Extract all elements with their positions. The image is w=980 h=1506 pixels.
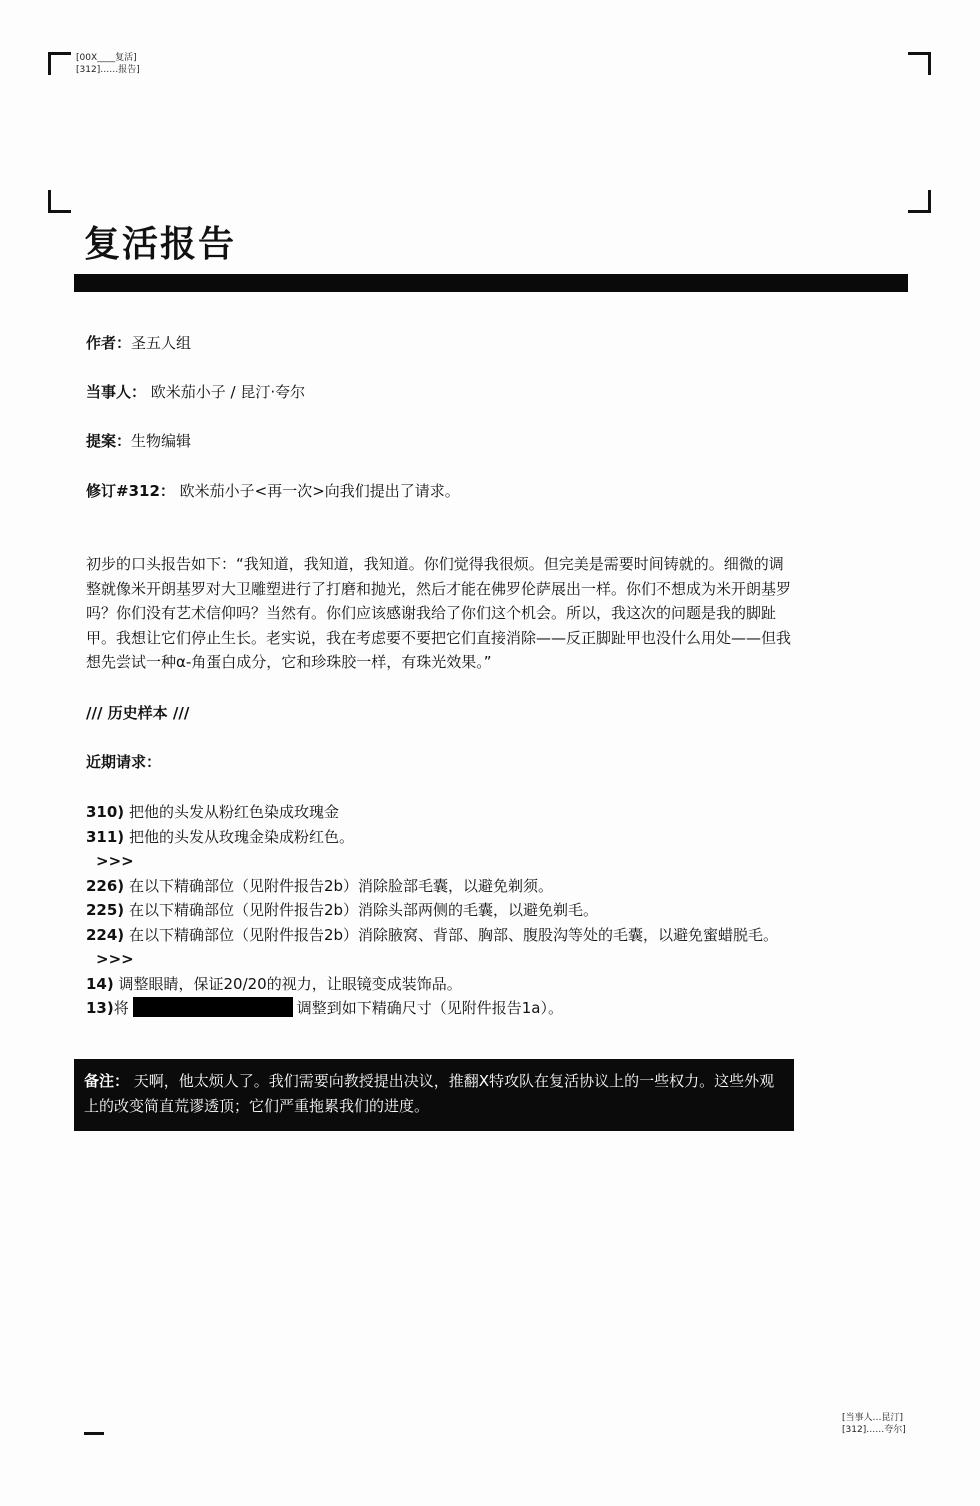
list-item [86,898,806,923]
note-label: 备注： [84,1072,130,1090]
request-text: 在以下精确部位（见附件报告2b）消除腋窝、背部、胸部、腹股沟等处的毛囊，以避免蜜蜡脱毛。 [124,925,779,944]
footer-tag-line1: [当事人…昆汀] [842,1413,904,1423]
footer-dash [84,1432,104,1435]
meta-subject [86,381,305,403]
list-separator: >>> [96,852,134,870]
note-box [74,1059,794,1131]
list-separator: >>> [96,950,134,968]
history-heading: /// 历史样本 /// [86,704,190,722]
list-item [86,825,806,850]
revision-value: 欧米茄小子<再一次>向我们提出了请求。 [174,482,460,500]
corner-mark-bottom-left [48,190,71,213]
footer-tag-line2: [312]……夸尔] [842,1425,906,1435]
request-number: 310) [86,803,125,821]
list-item [86,996,806,1021]
subject-value: 欧米茄小子 / 昆汀·夸尔 [146,383,306,401]
request-number: 14) [86,974,114,993]
corner-mark-top-left [48,52,71,75]
request-list [86,800,806,1021]
page-title: 复活报告 [84,224,237,265]
redaction-block [133,997,293,1017]
list-item [86,972,806,997]
proposal-label: 提案： [86,432,132,450]
recent-requests-heading: 近期请求： [86,753,162,771]
author-value: 圣五人组 [131,334,192,352]
request-text: 把他的头发从玫瑰金染成粉红色。 [124,827,354,846]
request-text: 调整眼睛，保证20/20的视力，让眼镜变成装饰品。 [113,974,462,993]
header-tag-line1: [00X____复活] [76,53,137,63]
list-item [86,800,806,825]
request-number: 225) [86,901,125,919]
subject-label: 当事人： [86,383,147,401]
request-number: 311) [86,827,125,846]
footer-tag [842,1412,906,1436]
request-text: 在以下精确部位（见附件报告2b）消除脸部毛囊，以避免剃须。 [124,876,554,895]
header-tag [76,52,140,76]
revision-label: 修订#312： [86,482,175,500]
request-text-pre: 将 [113,999,129,1017]
proposal-value: 生物编辑 [131,432,192,450]
corner-mark-bottom-right [908,190,931,213]
request-text-post: 调整到如下精确尺寸（见附件报告1a）。 [296,999,563,1017]
header-tag-line2: [312]……报告] [76,65,140,75]
corner-mark-top-right [908,52,931,75]
oral-report-quote: 初步的口头报告如下：“我知道，我知道，我知道。你们觉得我很烦。但完美是需要时间铸就的。细微的调整就像米开朗基罗对大卫雕塑进行了打磨和抛光，然后才能在佛罗伦萨展出一样。你们不想成为米开朗基罗吗？你们没有艺术信仰吗？当然有。你们应该感谢我给了你们这个机会。所以，我这次的问题是我的脚趾甲。我想让它们停止生长。老实说，我在考虑要不要把它们直接消除——反正脚趾甲也没什么用处——但我想先尝试一种α-角蛋白成分，它和珍珠胶一样，有珠光效果。” [86,555,792,671]
author-label: 作者： [86,334,132,352]
note-text: 天啊，他太烦人了。我们需要向教授提出决议，推翻X特攻队在复活协议上的一些权力。这些外观上的改变简直荒谬透顶；它们严重拖累我们的进度。 [84,1072,775,1115]
title-underline-bar [74,274,908,292]
list-item [86,923,806,948]
request-text: 把他的头发从粉红色染成玫瑰金 [124,803,339,821]
list-item [86,874,806,899]
meta-proposal [86,430,191,452]
meta-revision [86,480,460,502]
request-number: 226) [86,876,125,895]
request-text: 在以下精确部位（见附件报告2b）消除头部两侧的毛囊，以避免剃毛。 [124,901,599,919]
request-number: 13) [86,999,114,1017]
request-number: 224) [86,925,125,944]
meta-author [86,332,191,354]
